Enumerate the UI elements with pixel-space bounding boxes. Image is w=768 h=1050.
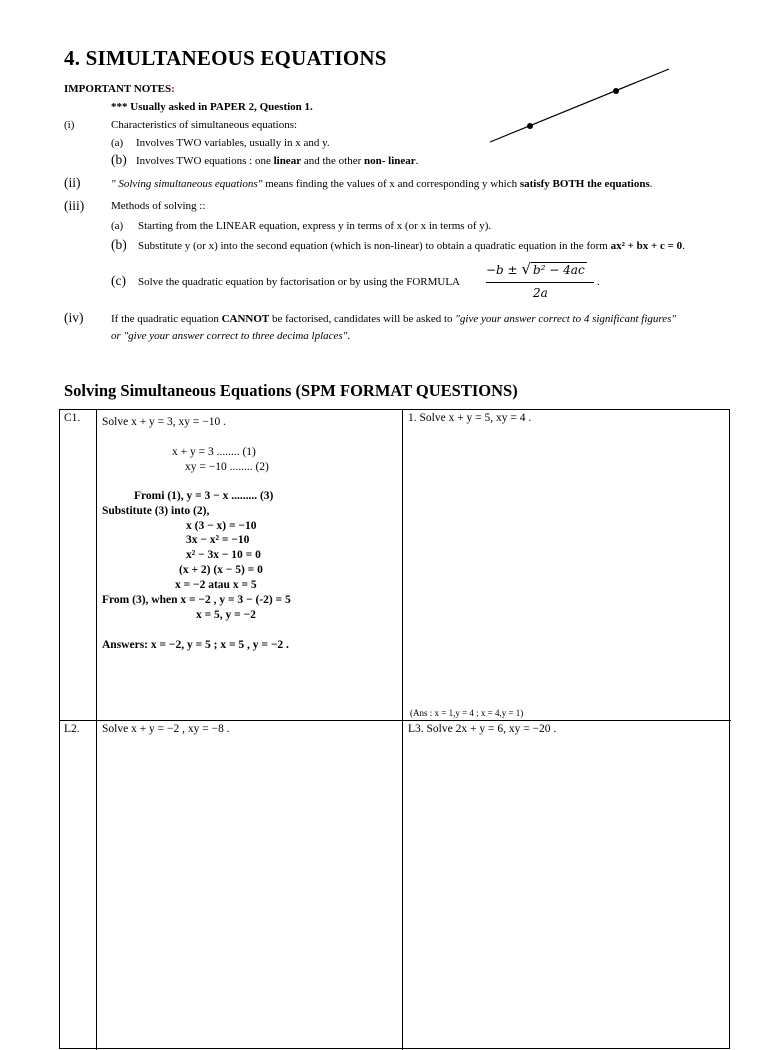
note-iv-pre: If the quadratic equation (111, 313, 222, 325)
note-iii-number: (iii) (64, 198, 85, 213)
line-diagram (480, 62, 680, 152)
note-i-text: Characteristics of simultaneous equations: (111, 119, 298, 131)
note-i-b-linear: linear (273, 155, 302, 167)
c1-eq2: xy = −10 ........ (2) (185, 461, 269, 473)
note-i-a-text: Involves TWO variables, usually in x and y. (136, 137, 330, 149)
l2-label: L2. (64, 723, 80, 735)
c1-step6: From (3), when x = −2 , y = 3 − (-2) = 5 (102, 594, 291, 606)
note-iv-italic1: "give your answer correct to 4 significant figures" (455, 313, 677, 325)
note-iv-line2 (111, 330, 350, 342)
note-iii-b-form: ax² + bx + c = 0 (610, 240, 683, 252)
c1-question: Solve x + y = 3, xy = −10 . (102, 416, 227, 428)
note-ii-text (111, 178, 653, 190)
page-title: 4. SIMULTANEOUS EQUATIONS (64, 46, 387, 70)
note-i-b-nonlinear: non- linear (364, 155, 416, 167)
note-iv-or: or (111, 330, 124, 342)
note-iv-number: (iv) (64, 310, 84, 325)
note-iii-b-number: (b) (111, 237, 127, 252)
c1-eq1: x + y = 3 ........ (1) (172, 446, 256, 458)
c1-from: Fromi (1), y = 3 − x ......... (3) (134, 490, 274, 502)
c1-label: C1. (64, 412, 81, 424)
note-iii-b-body: Substitute y (or x) into the second equation (which is non-linear) to obtain a quadratic equation in the form (138, 240, 611, 252)
section-title: Solving Simultaneous Equations (SPM FORMAT QUESTIONS) (64, 381, 518, 400)
note-ii-body: means finding the values of x and corresponding y which (262, 178, 520, 190)
formula-denominator: 2a (533, 286, 548, 300)
note-ii-bold: satisfy BOTH the equations (519, 178, 650, 190)
note-iii-b-text (138, 240, 685, 252)
diagram-line (490, 69, 669, 142)
c1-answers: Answers: x = −2, y = 5 ; x = 5 , y = −2 . (102, 639, 289, 651)
diagram-point-1 (527, 123, 533, 129)
note-i-b-post: . (415, 155, 419, 167)
note-i-b-text (136, 155, 418, 167)
l3-question: L3. Solve 2x + y = 6, xy = −20 . (408, 723, 557, 735)
notes-heading (64, 83, 175, 95)
note-iii-a-number: (a) (111, 220, 124, 232)
c1-step1: x (3 − x) = −10 (186, 520, 257, 532)
notes-heading-text: IMPORTANT NOTES (64, 83, 172, 95)
note-i-b-mid: and the other (301, 155, 365, 167)
note-i-number: (i) (64, 119, 75, 131)
note-iv-cannot: CANNOT (221, 313, 270, 325)
formula-sqrt-inner: b² − 4ac (533, 263, 585, 277)
formula-post: . (597, 276, 600, 288)
formula-numerator (486, 260, 587, 278)
note-ii-italic: " Solving simultaneous equations" (111, 178, 263, 190)
c1-step3: x² − 3x − 10 = 0 (186, 549, 261, 561)
formula-fraction-bar (486, 282, 594, 283)
table-divider-center (402, 410, 403, 1050)
c1-step7: x = 5, y = −2 (196, 609, 256, 621)
l2-question: Solve x + y = −2 , xy = −8 . (102, 723, 230, 735)
table-row-divider (60, 720, 731, 721)
c1-step5: x = −2 atau x = 5 (175, 579, 257, 591)
note-iii-c-number: (c) (111, 273, 126, 288)
note-iv-post: . (347, 330, 351, 342)
formula-minus-b: −b ± (486, 263, 518, 277)
note-i-b-number: (b) (111, 152, 127, 167)
c1-step4: (x + 2) (x − 5) = 0 (179, 564, 263, 576)
q1-answer: (Ans : x = 1,y = 4 ; x = 4,y = 1) (410, 708, 524, 718)
note-iii-a-text: Starting from the LINEAR equation, express y in terms of x (or x in terms of y). (138, 220, 492, 232)
questions-table (59, 409, 730, 1049)
note-iv-italic2: "give your answer correct to three decima lplaces" (123, 330, 348, 342)
sqrt-sign: √ (521, 260, 531, 278)
c1-substitute: Substitute (3) into (2), (102, 505, 210, 517)
c1-step2: 3x − x² = −10 (186, 534, 250, 546)
note-i-a-number: (a) (111, 137, 124, 149)
q1-question: 1. Solve x + y = 5, xy = 4 . (408, 412, 532, 424)
note-iv-mid: be factorised, candidates will be asked to (269, 313, 456, 325)
note-iii-text: Methods of solving :: (111, 200, 206, 212)
diagram-point-2 (613, 88, 619, 94)
note-iii-c-text: Solve the quadratic equation by factorisation or by using the FORMULA (138, 276, 460, 288)
note-iii-b-post: . (682, 240, 685, 252)
table-divider-label (96, 410, 97, 1050)
note-ii-number: (ii) (64, 175, 81, 190)
note-i-b-pre: Involves TWO equations : one (136, 155, 274, 167)
paper-note: *** Usually asked in PAPER 2, Question 1. (111, 101, 313, 113)
note-ii-post: . (649, 178, 653, 190)
note-iv-text (111, 313, 676, 325)
notes-heading-colon: : (171, 83, 175, 95)
